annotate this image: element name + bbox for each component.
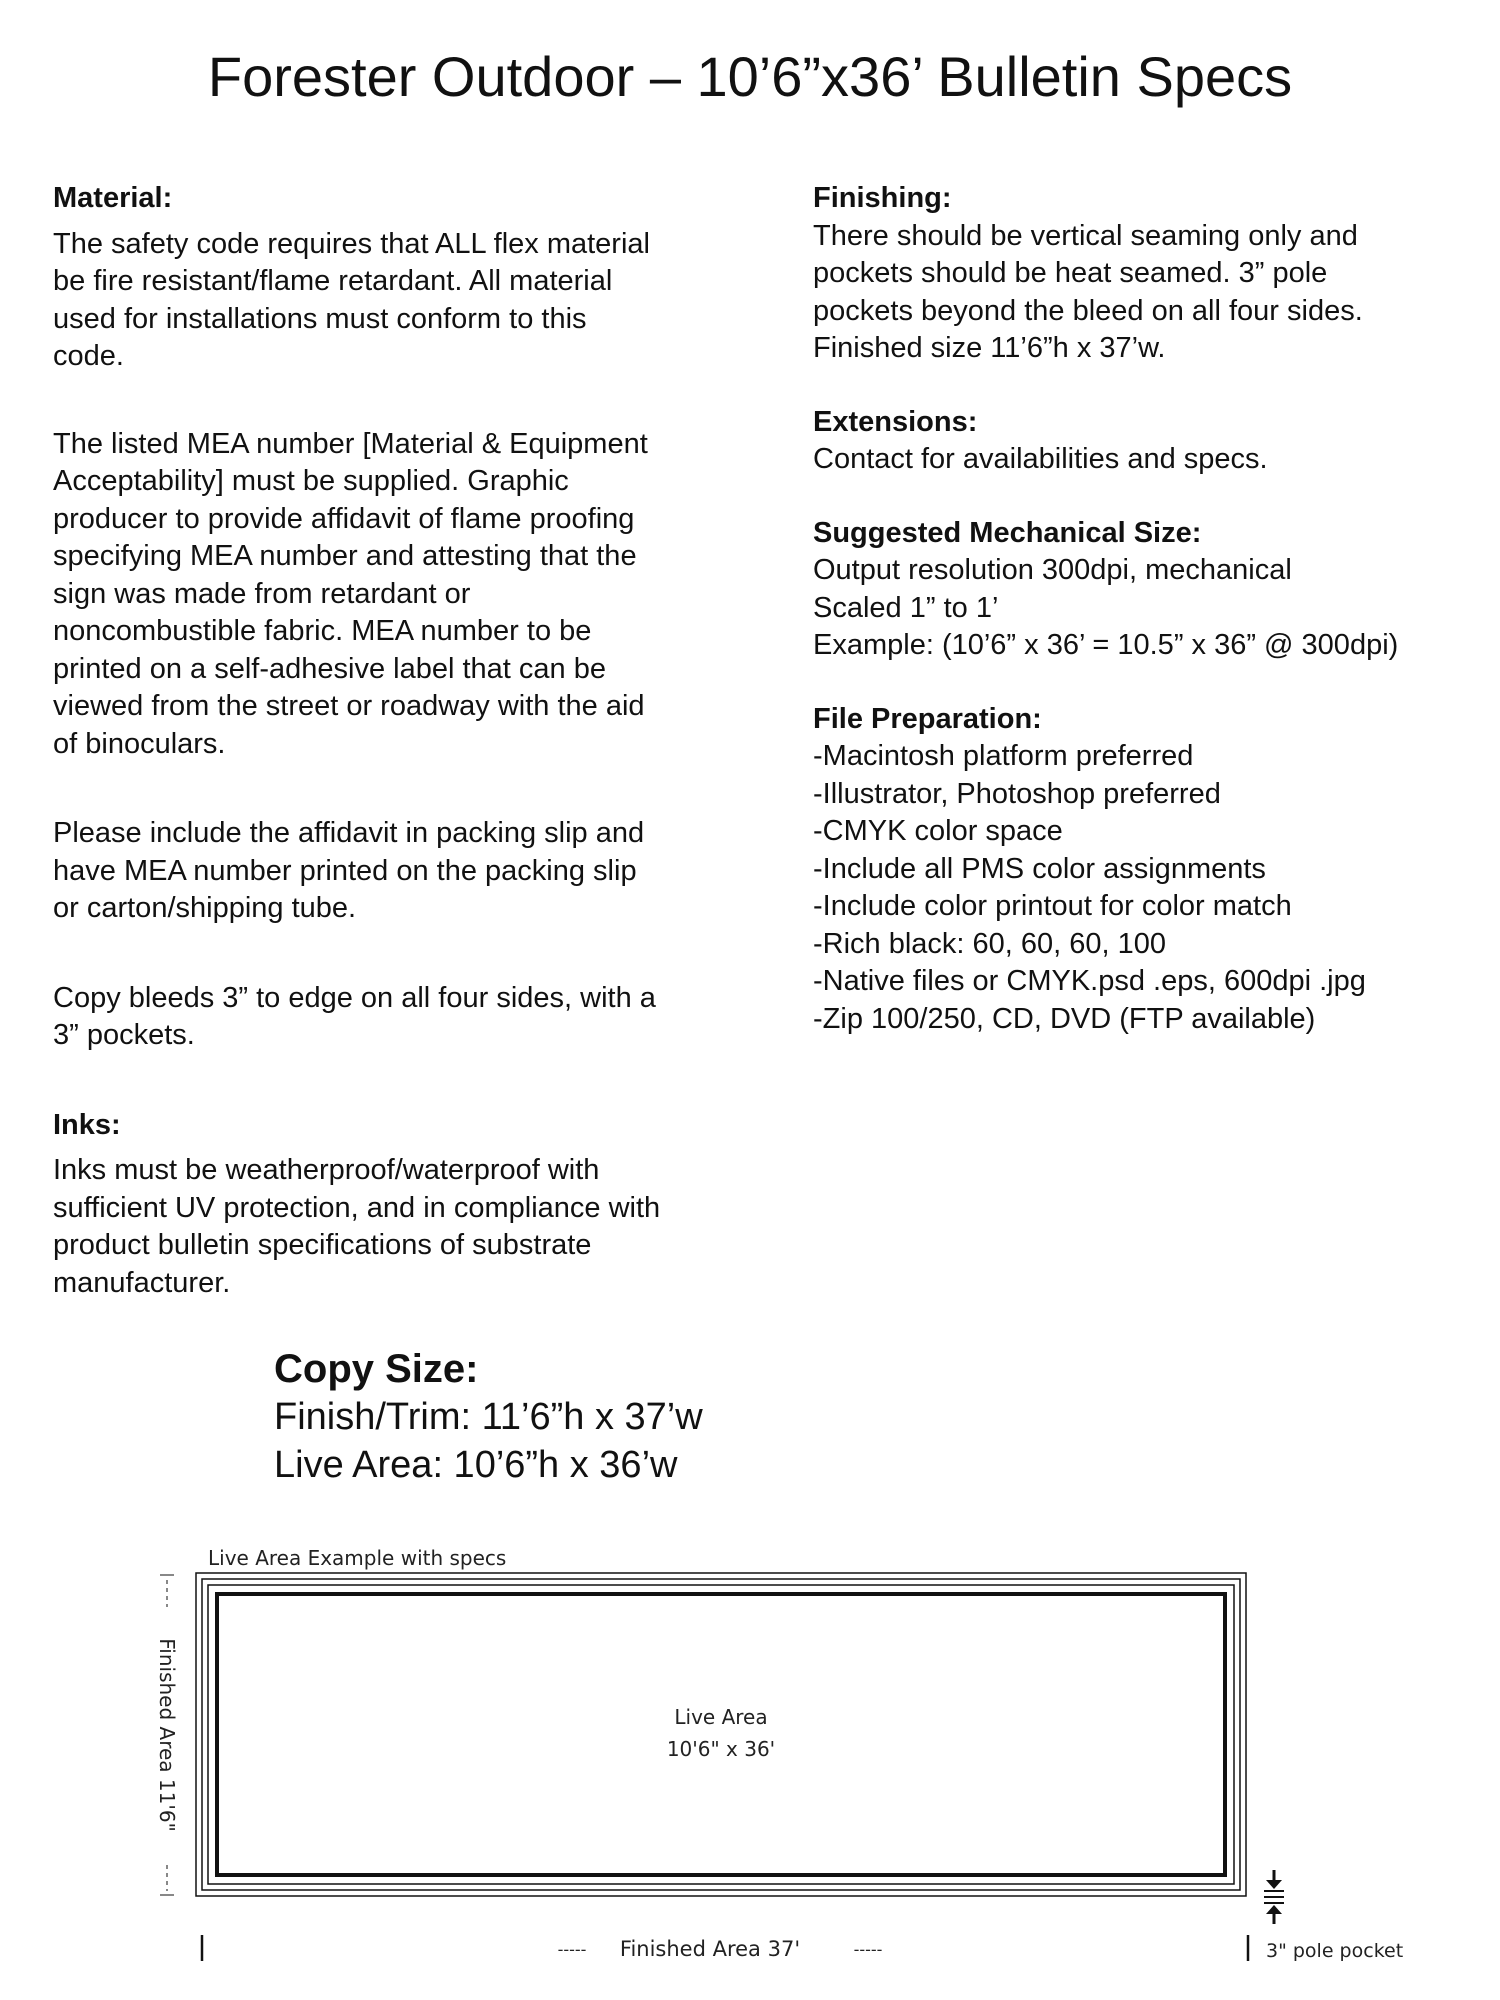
material-paragraph-4 xyxy=(53,980,733,1055)
text-line: printed on a self-adhesive label that can be xyxy=(53,652,606,685)
file-prep-section xyxy=(813,701,1493,1039)
text-line: specifying MEA number and attesting that the xyxy=(53,540,637,572)
right-column xyxy=(813,180,1493,1038)
text-line: Please include the affidavit in packing slip and xyxy=(53,817,645,849)
inks-section xyxy=(53,1107,733,1303)
finishing-section xyxy=(813,180,1493,368)
material-paragraph-2 xyxy=(53,426,733,764)
copy-size-block xyxy=(274,1345,703,1489)
live-area-dimensions: 10'6" x 36' xyxy=(666,1737,776,1761)
text-line: Finished size 11’6”h x 37’w. xyxy=(813,332,1166,364)
diagram-caption: Live Area Example with specs xyxy=(208,1546,507,1570)
finished-width-label: Finished Area 37' xyxy=(619,1937,801,1961)
list-item: -Macintosh platform preferred xyxy=(813,740,1194,772)
list-item: -Zip 100/250, CD, DVD (FTP available) xyxy=(813,1002,1316,1035)
text-line: viewed from the street or roadway with the aid xyxy=(53,690,645,722)
list-item: -Include color printout for color match xyxy=(813,890,1292,922)
text-line: Copy bleeds 3” to edge on all four sides, with a xyxy=(53,981,656,1014)
text-line: of binoculars. xyxy=(53,727,226,760)
text-line: noncombustible fabric. MEA number to be xyxy=(53,615,592,647)
width-dash-right: ----- xyxy=(853,1940,883,1959)
text-line: Contact for availabilities and specs. xyxy=(813,443,1268,475)
text-line: be fire resistant/flame retardant. All material xyxy=(53,265,613,297)
text-line: product bulletin specifications of substrate xyxy=(53,1229,592,1261)
left-column xyxy=(53,180,733,1302)
extensions-section xyxy=(813,404,1493,479)
pole-pocket-arrows-icon xyxy=(1264,1870,1284,1924)
material-section xyxy=(53,180,733,1055)
list-item: -Rich black: 60, 60, 60, 100 xyxy=(813,927,1167,960)
text-line: The listed MEA number [Material & Equipment xyxy=(53,427,648,460)
pole-pocket-label: 3" pole pocket xyxy=(1266,1940,1404,1962)
file-prep-heading: File Preparation: xyxy=(813,702,1042,735)
finished-area-outline xyxy=(196,1573,1246,1896)
live-area-label: Live Area xyxy=(674,1705,768,1729)
list-item: -Illustrator, Photoshop preferred xyxy=(813,777,1221,810)
text-line: Output resolution 300dpi, mechanical xyxy=(813,554,1292,586)
text-line: sign was made from retardant or xyxy=(53,577,471,610)
text-line: pockets beyond the bleed on all four sides. xyxy=(813,294,1363,327)
finished-height-label: Finished Area 11'6" xyxy=(155,1638,179,1832)
bleed-outline xyxy=(202,1579,1240,1890)
text-line: code. xyxy=(53,340,124,372)
list-item: -CMYK color space xyxy=(813,815,1063,847)
copy-size-heading: Copy Size: xyxy=(274,1347,479,1391)
text-line: Scaled 1” to 1’ xyxy=(813,591,999,624)
extensions-heading: Extensions: xyxy=(813,405,978,438)
text-line: 3” pockets. xyxy=(53,1019,195,1051)
trim-outline xyxy=(208,1585,1234,1884)
page-title: Forester Outdoor – 10’6”x36’ Bulletin Specs xyxy=(207,45,1293,108)
text-line: Inks must be weatherproof/waterproof with xyxy=(53,1154,600,1186)
text-line: There should be vertical seaming only and xyxy=(813,219,1358,252)
live-area-box xyxy=(217,1594,1225,1875)
text-line: have MEA number printed on the packing slip xyxy=(53,854,637,887)
finish-trim-size: Finish/Trim: 11’6”h x 37’w xyxy=(274,1396,703,1438)
material-paragraph-1 xyxy=(53,226,733,376)
text-line: or carton/shipping tube. xyxy=(53,892,357,924)
list-item: -Native files or CMYK.psd .eps, 600dpi .jpg xyxy=(813,965,1366,997)
material-paragraph-3 xyxy=(53,815,733,928)
inks-paragraph xyxy=(53,1152,733,1302)
live-area-size: Live Area: 10’6”h x 36’w xyxy=(274,1444,678,1486)
text-line: sufficient UV protection, and in compliance with xyxy=(53,1191,661,1224)
mechanical-section xyxy=(813,515,1493,665)
text-line: Acceptability] must be supplied. Graphic xyxy=(53,465,569,497)
finishing-heading: Finishing: xyxy=(813,182,952,214)
live-area-diagram xyxy=(140,1535,1440,1975)
mechanical-heading: Suggested Mechanical Size: xyxy=(813,516,1202,549)
text-line: manufacturer. xyxy=(53,1266,231,1299)
inks-heading: Inks: xyxy=(53,1108,121,1141)
text-line: used for installations must conform to this xyxy=(53,302,587,335)
text-line: The safety code requires that ALL flex material xyxy=(53,227,650,260)
material-heading: Material: xyxy=(53,182,173,214)
text-line: pockets should be heat seamed. 3” pole xyxy=(813,257,1328,289)
text-line: producer to provide affidavit of flame proofing xyxy=(53,502,635,535)
text-line: Example: (10’6” x 36’ = 10.5” x 36” @ 300dpi) xyxy=(813,629,1399,661)
width-dash-left: ----- xyxy=(557,1940,587,1959)
list-item: -Include all PMS color assignments xyxy=(813,852,1266,885)
